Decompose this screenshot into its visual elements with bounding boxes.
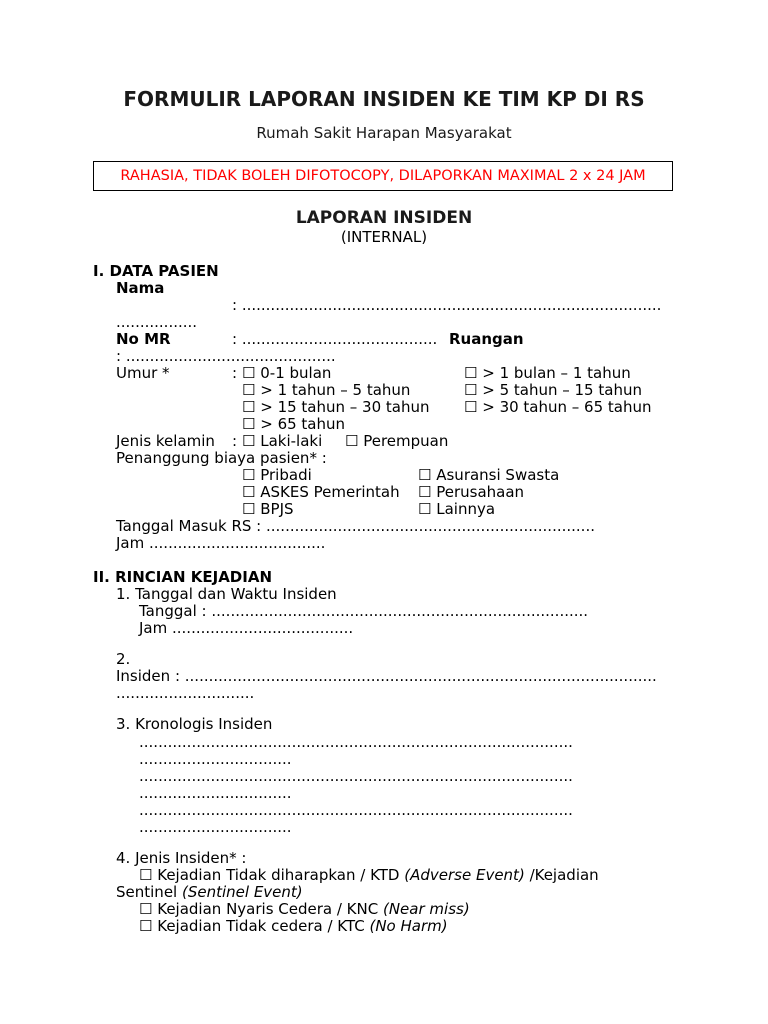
- option-label: Kejadian Nyaris Cedera / KNC: [157, 900, 383, 918]
- kronologis-line[interactable]: ................................: [139, 818, 292, 836]
- checkbox-icon[interactable]: ☐: [242, 483, 256, 501]
- nama-field-continuation[interactable]: .................: [116, 313, 198, 331]
- nomr-label: No MR: [116, 330, 171, 348]
- checkbox-icon[interactable]: ☐: [464, 381, 478, 399]
- option-label: Asuransi Swasta: [436, 466, 560, 484]
- nama-field[interactable]: : ........................................................................................: [232, 296, 662, 314]
- option-label: > 30 tahun – 65 tahun: [482, 398, 652, 416]
- option-label-italic: (Adverse Event): [404, 866, 525, 884]
- option-label: Laki-laki: [260, 432, 323, 450]
- item-kronologis: 3. Kronologis Insiden: [116, 715, 273, 733]
- biaya-option[interactable]: [418, 484, 524, 501]
- option-label: > 1 bulan – 1 tahun: [482, 364, 631, 382]
- option-label-tail: /Kejadian: [524, 866, 599, 884]
- option-label-italic: (No Harm): [369, 917, 448, 935]
- ruangan-field[interactable]: : ............................................: [116, 347, 336, 365]
- option-label: Kejadian Tidak cedera / KTC: [157, 917, 370, 935]
- nomr-field[interactable]: : .........................................: [232, 330, 438, 348]
- ruangan-label: Ruangan: [449, 330, 524, 348]
- insiden-field[interactable]: Insiden : ...................................................................................................: [116, 667, 657, 685]
- gender-option[interactable]: [345, 433, 448, 450]
- umur-option[interactable]: [464, 382, 642, 399]
- item-jenis-insiden: 4. Jenis Insiden* :: [116, 849, 247, 867]
- umur-option[interactable]: [464, 399, 652, 416]
- biaya-option[interactable]: [418, 501, 495, 518]
- biaya-label: Penanggung biaya pasien* :: [116, 449, 327, 467]
- biaya-option[interactable]: [242, 501, 294, 518]
- kronologis-line[interactable]: ...........................................................................................: [139, 767, 573, 785]
- form-title: FORMULIR LAPORAN INSIDEN KE TIM KP DI RS: [123, 87, 645, 111]
- option-label: > 65 tahun: [260, 415, 346, 433]
- kronologis-line[interactable]: ...........................................................................................: [139, 733, 573, 751]
- option-label: Kejadian Tidak diharapkan / KTD: [157, 866, 405, 884]
- nama-label: Nama: [116, 279, 165, 297]
- jenis-option-ktd[interactable]: [139, 867, 599, 884]
- option-label: > 5 tahun – 15 tahun: [482, 381, 642, 399]
- tanggal-masuk-field[interactable]: Tanggal Masuk RS : .....................................................................: [116, 517, 595, 535]
- jenis-option-ktd-continuation: [116, 884, 303, 901]
- biaya-option[interactable]: [418, 467, 559, 484]
- option-label: > 15 tahun – 30 tahun: [260, 398, 430, 416]
- umur-option[interactable]: [464, 365, 631, 382]
- kronologis-line[interactable]: ................................: [139, 750, 292, 768]
- report-subtitle: (INTERNAL): [340, 228, 428, 246]
- gender-option[interactable]: [242, 433, 322, 450]
- option-label: Lainnya: [436, 500, 496, 518]
- option-label: Perempuan: [363, 432, 449, 450]
- jam-masuk-field[interactable]: Jam .....................................: [116, 534, 326, 552]
- checkbox-icon[interactable]: ☐: [464, 398, 478, 416]
- option-label: 0-1 bulan: [260, 364, 332, 382]
- jenis-option-knc[interactable]: [139, 901, 470, 918]
- confidential-warning-box: RAHASIA, TIDAK BOLEH DIFOTOCOPY, DILAPORKAN MAXIMAL 2 x 24 JAM: [93, 161, 673, 191]
- section-heading-rincian-kejadian: II. RINCIAN KEJADIAN: [93, 568, 272, 586]
- option-label: ASKES Pemerintah: [260, 483, 400, 501]
- umur-option[interactable]: [242, 399, 430, 416]
- option-label-italic: (Near miss): [382, 900, 470, 918]
- section-heading-data-pasien: I. DATA PASIEN: [93, 262, 219, 280]
- option-label-italic: (Sentinel Event): [181, 883, 303, 901]
- checkbox-icon[interactable]: ☐: [242, 398, 256, 416]
- checkbox-icon[interactable]: ☐: [242, 432, 256, 450]
- option-label: > 1 tahun – 5 tahun: [260, 381, 411, 399]
- checkbox-icon[interactable]: ☐: [418, 500, 432, 518]
- checkbox-icon[interactable]: ☐: [242, 364, 256, 382]
- jenis-option-ktc[interactable]: [139, 918, 448, 935]
- biaya-option[interactable]: [242, 467, 312, 484]
- checkbox-icon[interactable]: ☐: [139, 866, 153, 884]
- umur-label: Umur *: [116, 364, 170, 382]
- umur-colon: :: [232, 364, 238, 382]
- umur-option[interactable]: [242, 416, 345, 433]
- checkbox-icon[interactable]: ☐: [464, 364, 478, 382]
- biaya-option[interactable]: [242, 484, 400, 501]
- jenis-kelamin-colon: :: [232, 432, 238, 450]
- hospital-name: Rumah Sakit Harapan Masyarakat: [256, 124, 512, 142]
- report-title: LAPORAN INSIDEN: [295, 208, 473, 228]
- checkbox-icon[interactable]: ☐: [242, 415, 256, 433]
- option-label: BPJS: [260, 500, 294, 518]
- checkbox-icon[interactable]: ☐: [242, 381, 256, 399]
- checkbox-icon[interactable]: ☐: [418, 483, 432, 501]
- jenis-kelamin-label: Jenis kelamin: [116, 432, 215, 450]
- checkbox-icon[interactable]: ☐: [345, 432, 359, 450]
- umur-option[interactable]: [242, 365, 331, 382]
- umur-option[interactable]: [242, 382, 410, 399]
- checkbox-icon[interactable]: ☐: [242, 466, 256, 484]
- checkbox-icon[interactable]: ☐: [242, 500, 256, 518]
- kronologis-line[interactable]: ................................: [139, 784, 292, 802]
- option-label: Perusahaan: [436, 483, 525, 501]
- checkbox-icon[interactable]: ☐: [139, 917, 153, 935]
- option-label: Pribadi: [260, 466, 312, 484]
- option-label: Sentinel: [116, 883, 182, 901]
- jam-insiden-field[interactable]: Jam ......................................: [139, 619, 354, 637]
- item-tanggal-waktu: 1. Tanggal dan Waktu Insiden: [116, 585, 337, 603]
- item-2-number: 2.: [116, 650, 131, 668]
- checkbox-icon[interactable]: ☐: [139, 900, 153, 918]
- tanggal-insiden-field[interactable]: Tanggal : ...............................................................................: [139, 602, 589, 620]
- kronologis-line[interactable]: ...........................................................................................: [139, 801, 573, 819]
- insiden-field-continuation[interactable]: .............................: [116, 684, 255, 702]
- checkbox-icon[interactable]: ☐: [418, 466, 432, 484]
